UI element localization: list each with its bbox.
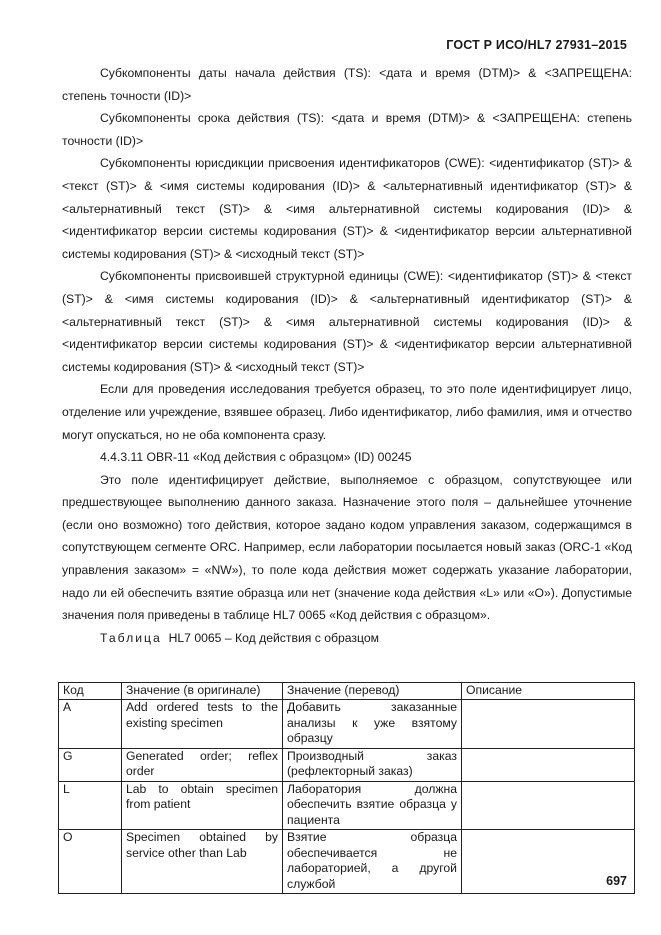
- table-caption: [62, 627, 632, 650]
- section-paragraph: Это поле идентифицирует действие, выполняемое с образцом, сопутствующее или предшествующее выполнению данного заказа. Назначение этого поля – дальнейшее уточнение (если оно возможно) того действия, которое задано кодом управления заказом, содержащимся в сопутствующем сегменте ORC. Например, если лаборатории посылается новый заказ (ORC-1 «Код управления заказом» = «NW»), то поле кода действия может содержать указание лаборатории, надо ли ей обеспечить взятие образца или нет (значение кода действия «L» или «O»). Допустимые значения поля приведены в таблице HL7 0065 «Код действия с образцом».: [62, 472, 632, 623]
- table-header-row: [59, 683, 635, 700]
- header-original: Значение (в оригинале): [122, 683, 283, 700]
- code-table: [58, 682, 635, 894]
- cell-translation: Лаборатория должна обеспечить взятие образца у пациента: [283, 781, 462, 830]
- cell-description: [462, 781, 635, 830]
- paragraph-jurisdiction: Субкомпоненты юрисдикции присвоения идентификаторов (CWE): <идентификатор (ST)> & <текст (ST)> & <имя системы кодирования (ID)> & <альтернативный идентификатор (ST)> & <альтернативный текст (ST)> & <имя альтернативной системы кодирования (ID)> & <идентификатор версии системы кодирования (ST)> & <идентификатор версии альтернативной системы кодирования (ST)> & <исходный текст (ST)>: [62, 156, 632, 261]
- cell-translation: Производный заказ (рефлекторный заказ): [283, 748, 462, 781]
- cell-description: [462, 748, 635, 781]
- cell-original: Specimen obtained by service other than Lab: [122, 830, 283, 894]
- cell-code: L: [59, 781, 122, 830]
- header-code: Код: [59, 683, 122, 700]
- table-row: [59, 830, 635, 894]
- paragraph-duration: Субкомпоненты срока действия (TS): <дата и время (DTM)> & <ЗАПРЕЩЕНА: степень точности (ID)>: [62, 111, 632, 148]
- header-description: Описание: [462, 683, 635, 700]
- cell-original: Generated order; reflex order: [122, 748, 283, 781]
- cell-original: Lab to obtain specimen from patient: [122, 781, 283, 830]
- document-body: [62, 62, 632, 649]
- paragraph-specimen-collector: Если для проведения исследования требуется образец, то это поле идентифицирует лицо, отделение или учреждение, взявшее образец. Либо идентификатор, либо фамилия, имя и отчество могут опускаться, но не оба компонента сразу.: [62, 382, 632, 442]
- document-header: ГОСТ Р ИСО/HL7 27931–2015: [446, 38, 627, 52]
- paragraph-start-date: Субкомпоненты даты начала действия (TS): <дата и время (DTM)> & <ЗАПРЕЩЕНА: степень точности (ID)>: [62, 66, 632, 103]
- cell-code: A: [59, 700, 122, 749]
- cell-translation: Взятие образца обеспечивается не лабораторией, а другой службой: [283, 830, 462, 894]
- cell-code: O: [59, 830, 122, 894]
- cell-translation: Добавить заказанные анализы к уже взятому образцу: [283, 700, 462, 749]
- table-caption-label: Таблица: [100, 630, 162, 645]
- header-translation: Значение (перевод): [283, 683, 462, 700]
- cell-description: [462, 700, 635, 749]
- table-row: [59, 700, 635, 749]
- table-caption-title: HL7 0065 – Код действия с образцом: [168, 630, 379, 645]
- cell-code: G: [59, 748, 122, 781]
- page-number: 697: [606, 874, 627, 888]
- paragraph-assigning-unit: Субкомпоненты присвоившей структурной единицы (CWE): <идентификатор (ST)> & <текст (ST)> & <имя системы кодирования (ID)> & <альтернативный идентификатор (ST)> & <альтернативный текст (ST)> & <имя альтернативной системы кодирования (ID)> & <идентификатор версии системы кодирования (ST)> & <идентификатор версии альтернативной системы кодирования (ST)> & <исходный текст (ST)>: [62, 269, 632, 374]
- section-heading: 4.4.3.11 OBR-11 «Код действия с образцом» (ID) 00245: [100, 450, 412, 465]
- cell-original: Add ordered tests to the existing specimen: [122, 700, 283, 749]
- table-row: [59, 781, 635, 830]
- table-row: [59, 748, 635, 781]
